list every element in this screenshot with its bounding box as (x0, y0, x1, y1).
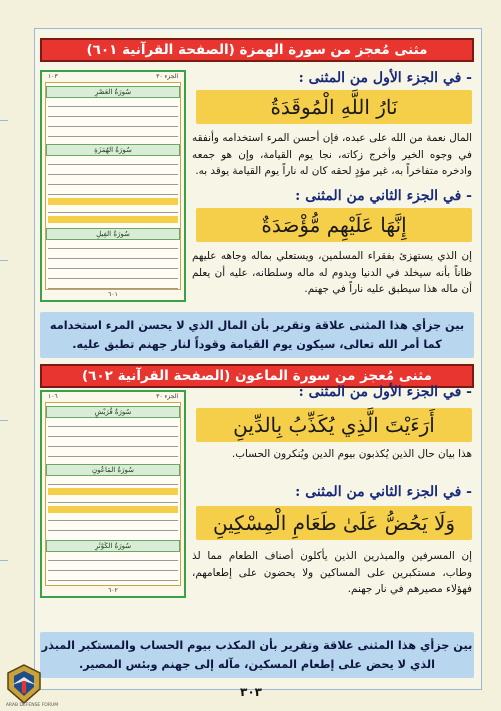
section2-part2-text: إن المسرفين والمبذرين الذين يأكلون أصناف الطعام مما لذ وطاب، مستكبرين على المساكين ولا يحضون على إطعامهم، فهؤلاء مصيرهم في نار جهنم. (192, 550, 472, 595)
margin-tick (0, 120, 8, 121)
section2-heading: مثنى مُعجز من سورة الماعون (الصفحة القرآنية ٦٠٢) (40, 364, 474, 388)
mushaf-601-highlight (48, 216, 178, 223)
section2-part1-label: - في الجزء الأول من المثنى : (298, 384, 472, 400)
mushaf-601-page-number: ٦٠١ (108, 291, 118, 298)
mushaf-602-surah-band-bottom: سُورَةُ الكَوْثَرِ (46, 540, 180, 552)
section1-part1-text: المال نعمة من الله على عبده، فإن أحسن المرء استخدامه وأنفقه في وجوه الخير وأخرج زكاته، نجا يوم القيامة، وإن هو جمعه وادخره متفاخراً به، غير مؤدٍ لحقه كان له ناراً يوم القيامة يوقد به. (192, 132, 472, 177)
mushaf-page-602-header (48, 393, 178, 401)
section1-part2-verse: إِنَّهَا عَلَيْهِم مُّؤْصَدَةٌ (196, 208, 472, 242)
text-line (48, 116, 178, 117)
text-line (48, 106, 178, 107)
section1-part2-label: - في الجزء الثاني من المثنى : (295, 188, 472, 204)
text-line (48, 164, 178, 165)
text-line (48, 248, 178, 249)
mushaf-602-page-number: ٦٠٢ (108, 587, 118, 594)
mushaf-602-highlight (48, 506, 178, 513)
mushaf-page-601-header (48, 73, 178, 81)
text-line (48, 560, 178, 561)
watermark-text: ARAB DEFENSE FORUM (5, 703, 59, 708)
section1-part2-text: إن الذي يستهزئ بفقراء المسلمين، ويستعلي بماله وجاهه عليهم ظاناً بأنه سيخلد في الدنيا ويدوم له ماله وسلطانه، عليه أن يعلم أن ماله هذا سيطبق عليه ناراً في جهنم. (192, 250, 472, 295)
page-number: ٣٠٣ (240, 685, 262, 699)
section2-part2-label-text: في الجزء الثاني من المثنى : (295, 484, 462, 500)
text-line (48, 456, 178, 457)
text-line (48, 426, 178, 427)
text-line (48, 268, 178, 269)
section2-summary: بين جزأي هذا المثنى علاقة وتقرير بأن المكذب بيوم الحساب والمستكبر المبذر الذي لا يحض على إطعام المسكين، مآله إلى جهنم وبئس المصير. (40, 632, 474, 678)
text-line (48, 484, 178, 485)
forum-logo-icon (4, 663, 44, 707)
mushaf-601-juz: الجزء ٣٠ (156, 73, 178, 80)
margin-tick (0, 260, 8, 261)
text-line (48, 436, 178, 437)
section1-part2-label-text: في الجزء الثاني من المثنى : (295, 188, 462, 204)
margin-tick (0, 560, 8, 561)
mushaf-602-juz: الجزء ٣٠ (156, 393, 178, 400)
section1-part1-label-text: في الجزء الأول من المثنى : (298, 70, 462, 86)
mushaf-601-num: ١٠٣ (48, 73, 58, 80)
section1-part1-verse: نَارُ اللَّهِ الْمُوقَدَةُ (196, 90, 472, 124)
text-line (48, 278, 178, 279)
text-line (48, 212, 178, 213)
text-line (48, 126, 178, 127)
text-line (48, 580, 178, 581)
text-line (48, 502, 178, 503)
text-line (48, 136, 178, 137)
text-line (48, 520, 178, 521)
text-line (48, 446, 178, 447)
mushaf-601-surah-band-top: سُورَةُ العَصْرِ (46, 86, 180, 98)
section1-summary: بين جزأي هذا المثنى علاقة وتقرير بأن المال الذي لا يحسن المرء استخدامه كما أمر الله تعالى، سيكون يوم القيامة وقوداً لنار جهنم تطبق عليه. (40, 312, 474, 358)
mushaf-602-surah-band-mid: سُورَةُ المَاعُونِ (46, 464, 180, 476)
mushaf-page-602 (40, 390, 186, 598)
mushaf-602-num: ١٠٦ (48, 393, 58, 400)
text-line (48, 174, 178, 175)
text-line (48, 570, 178, 571)
section1-heading: مثنى مُعجز من سورة الهمزة (الصفحة القرآنية ٦٠١) (40, 38, 474, 62)
section2-part2-verse: وَلَا يَحُضُّ عَلَىٰ طَعَامِ الْمِسْكِينِ (196, 506, 472, 540)
text-line (48, 530, 178, 531)
mushaf-601-highlight (48, 198, 178, 205)
text-line (48, 194, 178, 195)
text-line (48, 184, 178, 185)
mushaf-602-surah-band-top: سُورَةُ قُرَيْشٍ (46, 406, 180, 418)
mushaf-602-highlight (48, 488, 178, 495)
margin-tick (0, 420, 8, 421)
section2-part2-label: - في الجزء الثاني من المثنى : (295, 484, 472, 500)
section2-part1-verse: أَرَءَيْتَ الَّذِي يُكَذِّبُ بِالدِّينِ (196, 408, 472, 442)
mushaf-601-surah-band-bottom: سُورَةُ الفِيلِ (46, 228, 180, 240)
section2-part1-label-text: في الجزء الأول من المثنى : (298, 384, 462, 400)
mushaf-page-601 (40, 70, 186, 302)
text-line (48, 288, 178, 289)
text-line (48, 258, 178, 259)
section1-part1-label: - في الجزء الأول من المثنى : (298, 70, 472, 86)
section2-part1-text: هذا بيان حال الذين يُكذبون بيوم الدين ويُنكرون الحساب. (231, 448, 472, 460)
mushaf-601-surah-band-mid: سُورَةُ الهُمَزَةِ (46, 144, 180, 156)
